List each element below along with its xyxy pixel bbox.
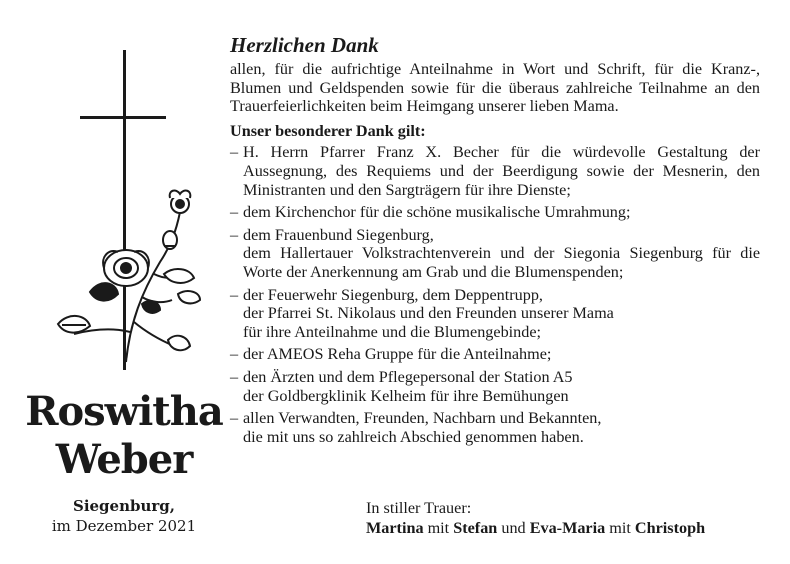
thanks-line: – dem Kirchenchor für die schöne musikalische Umrahmung;: [243, 203, 631, 222]
deceased-last-name: Weber: [55, 436, 193, 483]
thanks-item: [230, 226, 760, 282]
thanks-item: [230, 368, 760, 405]
heading: Herzlichen Dank: [230, 33, 379, 57]
flower-branch-icon: [58, 191, 200, 362]
signer-name: Eva-Maria: [529, 519, 606, 537]
thanks-line: – der AMEOS Reha Gruppe für die Anteilnahme;: [243, 345, 552, 364]
cross-icon: [80, 50, 166, 370]
signer-joiner: mit: [423, 519, 454, 537]
mourning-label: In stiller Trauer:: [366, 499, 472, 517]
signer-name: Martina: [366, 519, 424, 537]
cross-and-flowers-illustration: [50, 42, 210, 382]
thanks-list: [230, 143, 760, 446]
thanks-item: [230, 286, 760, 342]
thanks-item: [230, 345, 760, 364]
footer: [366, 498, 766, 538]
thanks-item: [230, 203, 760, 222]
signer-name: Stefan: [453, 519, 498, 537]
thanks-line: – H. Herrn Pfarrer Franz X. Becher für die würdevolle Gestaltung der Aussegnung, des Requiems und der Beerdigung sowie der Mesnerin, den Ministranten und den Sargträgern für ihre Dienste;: [243, 143, 760, 199]
thanks-line: die mit uns so zahlreich Abschied genommen haben.: [243, 427, 584, 446]
signer-joiner: mit: [605, 519, 635, 537]
thanks-line: der Goldbergklinik Kelheim für ihre Bemühungen: [243, 386, 569, 405]
left-column: [0, 0, 230, 564]
thanks-line: der Pfarrei St. Nikolaus und den Freunden unserer Mama: [243, 304, 614, 323]
location-date: im Dezember 2021: [51, 517, 197, 535]
thanks-line: – den Ärzten und dem Pflegepersonal der Station A5: [243, 367, 573, 386]
thanks-line: – allen Verwandten, Freunden, Nachbarn und Bekannten,: [243, 409, 602, 428]
thanks-line: – der Feuerwehr Siegenburg, dem Deppentrupp,: [243, 285, 543, 304]
thanks-line: für ihre Anteilnahme und die Blumengebinde;: [243, 322, 542, 341]
thanks-item: [230, 409, 760, 446]
deceased-first-name: Roswitha: [25, 388, 223, 435]
thanks-line: – dem Frauenbund Siegenburg,: [243, 225, 434, 244]
signer-joiner: und: [497, 519, 530, 537]
right-column: [230, 32, 760, 450]
location-city: Siegenburg,: [72, 497, 176, 515]
signers: [366, 518, 766, 538]
intro-paragraph: allen, für die aufrichtige Anteilnahme in Wort und Schrift, für die Kranz-, Blumen und Geldspenden sowie für die überaus zahlreiche Teilnahme an den Trauerfeierlichkeiten beim Heimgang unserer lieben Mama.: [230, 60, 760, 116]
thanks-item: [230, 143, 760, 199]
special-thanks-label: Unser besonderer Dank gilt:: [230, 121, 426, 140]
thanks-line: dem Hallertauer Volkstrachtenverein und der Siegonia Siegenburg für die Worte der Anerkennung am Grab und die Blumenspenden;: [243, 244, 760, 281]
signer-name: Christoph: [634, 519, 706, 537]
